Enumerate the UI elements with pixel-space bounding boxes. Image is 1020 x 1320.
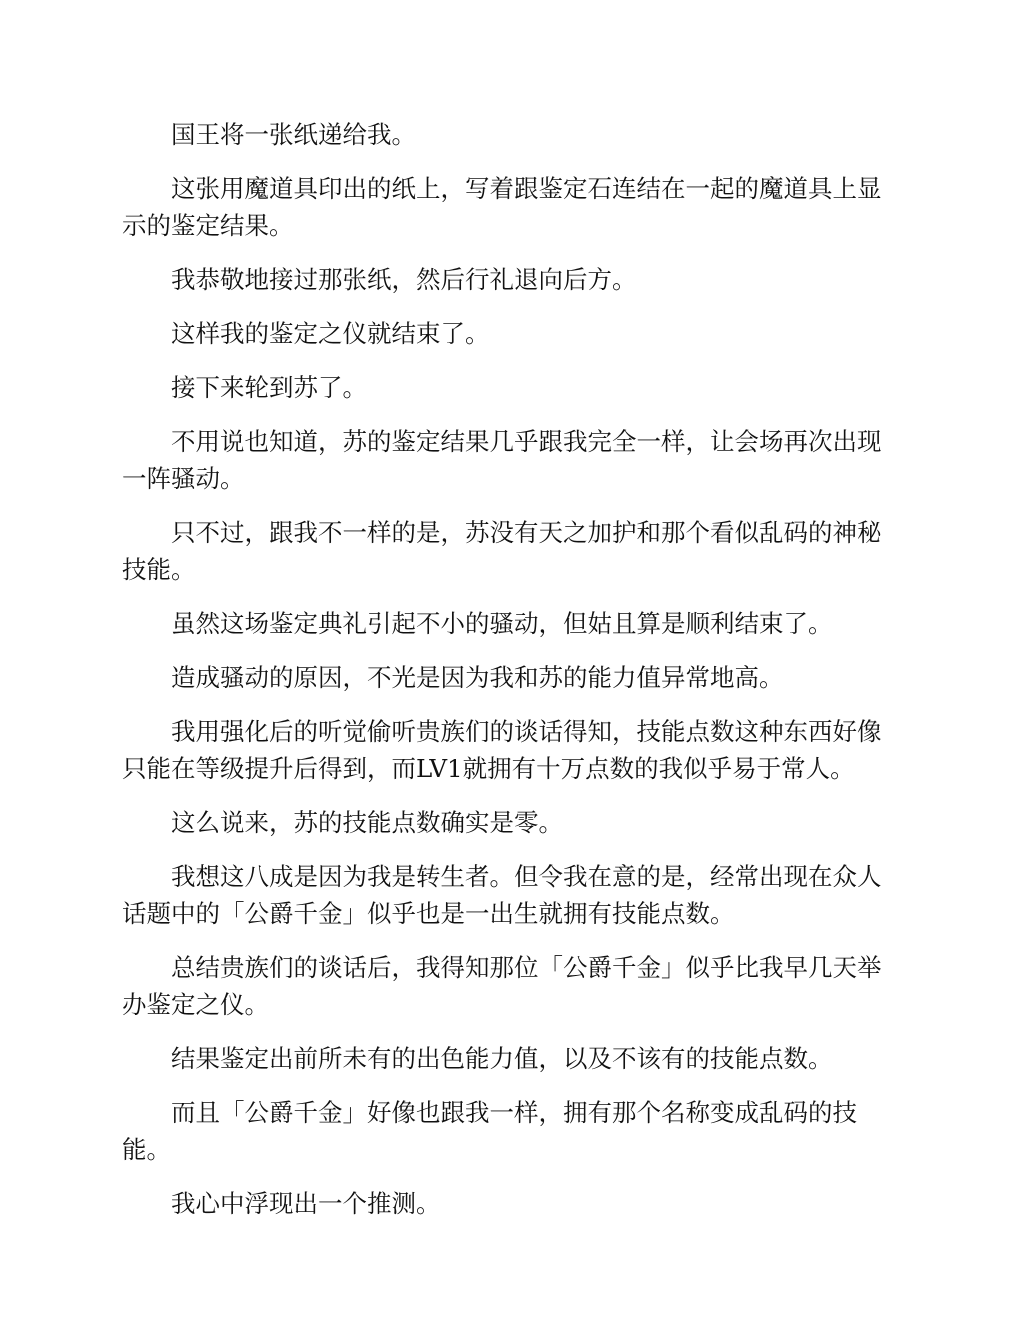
paragraph: 我用强化后的听觉偷听贵族们的谈话得知，技能点数这种东西好像只能在等级提升后得到，而LV1就拥有十万点数的我似乎易于常人。	[122, 717, 882, 783]
paragraph: 这样我的鉴定之仪就结束了。	[171, 319, 490, 348]
paragraph: 造成骚动的原因，不光是因为我和苏的能力值异常地高。	[171, 663, 784, 692]
paragraph: 我心中浮现出一个推测。	[171, 1189, 441, 1218]
body-text	[122, 116, 898, 1239]
paragraph: 我想这八成是因为我是转生者。但令我在意的是，经常出现在众人话题中的「公爵千金」似乎也是一出生就拥有技能点数。	[122, 862, 882, 928]
paragraph: 虽然这场鉴定典礼引起不小的骚动，但姑且算是顺利结束了。	[171, 609, 833, 638]
paragraph: 不用说也知道，苏的鉴定结果几乎跟我完全一样，让会场再次出现一阵骚动。	[122, 427, 882, 493]
paragraph: 结果鉴定出前所未有的出色能力值，以及不该有的技能点数。	[171, 1044, 833, 1073]
paragraph: 总结贵族们的谈话后，我得知那位「公爵千金」似乎比我早几天举办鉴定之仪。	[122, 953, 882, 1019]
paragraph: 只不过，跟我不一样的是，苏没有天之加护和那个看似乱码的神秘技能。	[122, 518, 882, 584]
paragraph: 而且「公爵千金」好像也跟我一样，拥有那个名称变成乱码的技能。	[122, 1098, 857, 1164]
paragraph: 接下来轮到苏了。	[171, 373, 367, 402]
paragraph: 国王将一张纸递给我。	[171, 120, 416, 149]
paragraph: 这么说来，苏的技能点数确实是零。	[171, 808, 563, 837]
paragraph: 我恭敬地接过那张纸，然后行礼退向后方。	[171, 265, 637, 294]
paragraph: 这张用魔道具印出的纸上，写着跟鉴定石连结在一起的魔道具上显示的鉴定结果。	[122, 174, 882, 240]
